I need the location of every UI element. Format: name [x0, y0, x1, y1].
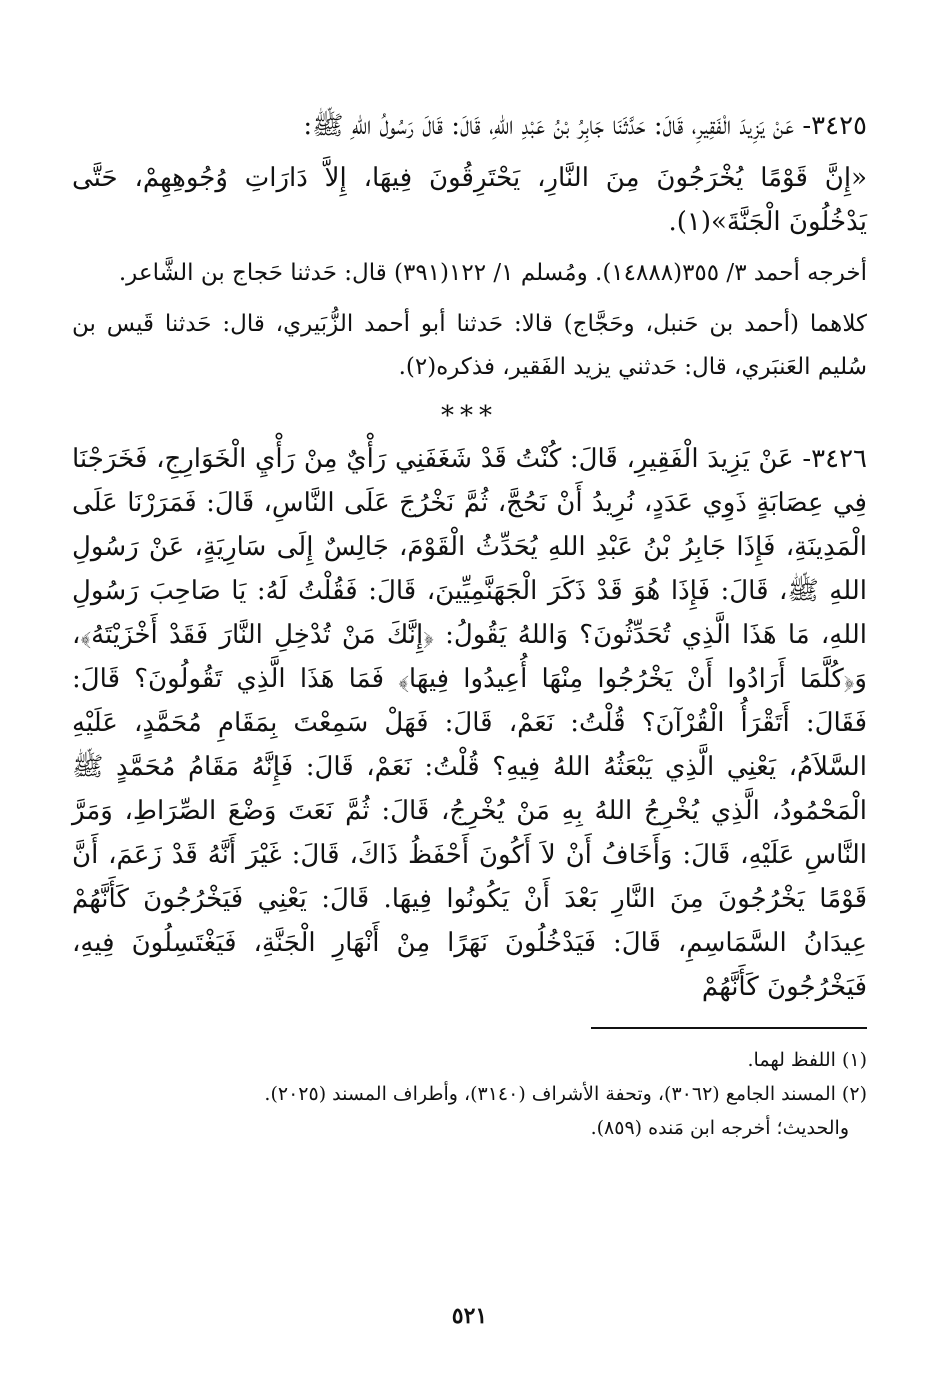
footnote-1: (١) اللفظ لهما. — [747, 1049, 867, 1071]
footnote-divider — [591, 1027, 867, 1029]
hadith-3425-source-2: كلاهما (أحمد بن حَنبل، وحَجَّاج) قالا: حَدثنا أبو أحمد الزُّبَيري، قال: حَدثنا قَيس بن سُليم العَنبَري، قال: حَدثني يزيد الفَقير، فذكره(٢). — [72, 311, 867, 380]
footnote-2-continuation: والحديث؛ أخرجه ابن مَنده (٨٥٩). — [590, 1117, 849, 1139]
hadith-3425-intro: ٣٤٢٥- عَنْ يَزِيدَ الْفَقِيرِ، قَالَ: حَدَّثَنَا جَابِرُ بْنُ عَبْدِ اللهِ، قَالَ: قَالَ رَسُولُ اللهِ ﷺ: — [303, 111, 867, 141]
hadith-3425-source-1: أخرجه أحمد ٣/ ٣٥٥(١٤٨٨٨). ومُسلم ١/ ١٢٢(٣٩١) قال: حَدثنا حَجاج بن الشَّاعر. — [118, 260, 867, 286]
hadith-3425-text: «إِنَّ قَوْمًا يُخْرَجُونَ مِنَ النَّارِ، يَحْتَرِقُونَ فِيهَا، إِلاَّ دَارَاتِ وُجُوهِهِمْ، حَتَّى يَدْخُلُونَ الْجَنَّةَ»(١). — [72, 163, 867, 237]
page-number: ٥٢١ — [451, 1303, 488, 1329]
section-separator: *** — [441, 401, 498, 431]
hadith-3426-text: ٣٤٢٦- عَنْ يَزِيدَ الْفَقِيرِ، قَالَ: كُنْتُ قَدْ شَغَفَنِي رَأْيٌ مِنْ رَأْيِ الْخَوَارِجِ، فَخَرَجْنَا فِي عِصَابَةٍ ذَوِي عَدَدٍ، نُرِيدُ أَنْ نَحُجَّ، ثُمَّ نَخْرُجَ عَلَى النَّاسِ، قَالَ: فَمَرَرْنَا عَلَى الْمَدِينَةِ، فَإِذَا جَابِرُ بْنُ عَبْدِ اللهِ يُحَدِّثُ الْقَوْمَ، جَالِسٌ إِلَى سَارِيَةٍ، عَنْ رَسُولِ اللهِ ﷺ، قَالَ: فَإِذَا هُوَ قَدْ ذَكَرَ الْجَهَنَّمِيِّينَ، قَالَ: فَقُلْتُ لَهُ: يَا صَاحِبَ رَسُولِ اللهِ، مَا هَذَا الَّذِي تُحَدِّثُونَ؟ وَاللهُ يَقُولُ: ﴿إِنَّكَ مَنْ تُدْخِلِ النَّارَ فَقَدْ أَخْزَيْتَهُ﴾، وَ﴿كُلَّمَا أَرَادُوا أَنْ يَخْرُجُوا مِنْهَا أُعِيدُوا فِيهَا﴾ فَمَا هَذَا الَّذِي تَقُولُونَ؟ قَالَ: فَقَالَ: أَتَقْرَأُ الْقُرْآنَ؟ قُلْتُ: نَعَمْ، قَالَ: فَهَلْ سَمِعْتَ بِمَقَامِ مُحَمَّدٍ، عَلَيْهِ السَّلاَمُ، يَعْنِي الَّذِي يَبْعَثُهُ اللهُ فِيهِ؟ قُلْتُ: نَعَمْ، قَالَ: فَإِنَّهُ مَقَامُ مُحَمَّدٍ ﷺ الْمَحْمُودُ، الَّذِي يُخْرِجُ اللهُ بِهِ مَنْ يُخْرِجُ، قَالَ: ثُمَّ نَعَتَ وَضْعَ الصِّرَاطِ، وَمَرَّ النَّاسِ عَلَيْهِ، قَالَ: وَأَخَافُ أَنْ لاَ أَكُونَ أَحْفَظُ ذَاكَ، قَالَ: غَيْرَ أَنَّهُ قَدْ زَعَمَ، أَنَّ قَوْمًا يَخْرُجُونَ مِنَ النَّارِ بَعْدَ أَنْ يَكُونُوا فِيهَا. قَالَ: يَعْنِي فَيَخْرُجُونَ كَأَنَّهُمْ عِيدَانُ السَّمَاسِمِ، قَالَ: فَيَدْخُلُونَ نَهَرًا مِنْ أَنْهَارِ الْجَنَّةِ، فَيَغْتَسِلُونَ فِيهِ، فَيَخْرُجُونَ كَأَنَّهُمْ — [72, 444, 867, 1002]
footnotes — [72, 1043, 867, 1145]
footnote-2: (٢) المسند الجامع (٣٠٦٢)، وتحفة الأشراف (٣١٤٠)، وأطراف المسند (٢٠٢٥). — [264, 1083, 867, 1105]
